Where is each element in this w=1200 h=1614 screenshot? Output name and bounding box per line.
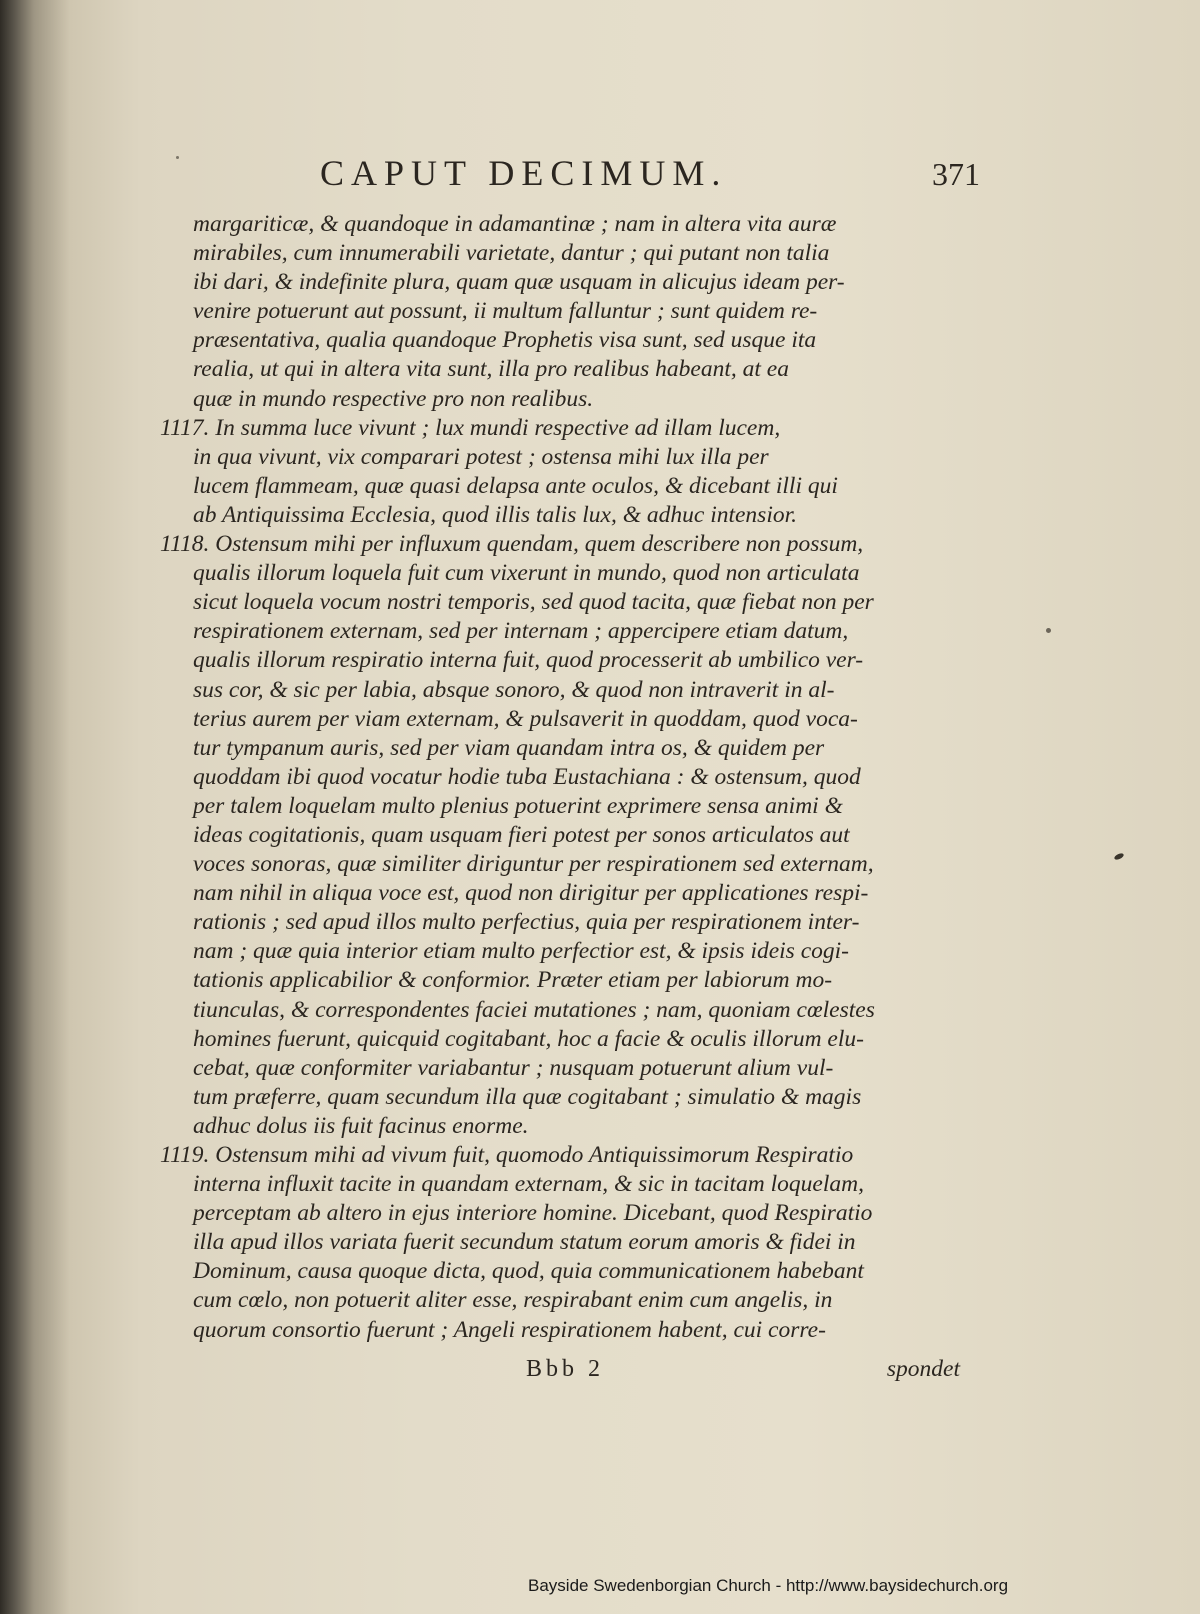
text-line: quoddam ibi quod vocatur hodie tuba Eustachiana : & ostensum, quod	[193, 763, 861, 790]
page-header	[320, 152, 980, 198]
text-line: ibi dari, & indefinite plura, quam quæ usquam in alicujus ideam per-	[193, 269, 845, 296]
text-line: respirationem externam, sed per internam ; appercipere etiam datum,	[193, 618, 849, 645]
text-line: nam ; quæ quia interior etiam multo perfectior est, & ipsis ideis cogi-	[193, 938, 849, 965]
text-line: tiunculas, & correspondentes faciei mutationes ; nam, quoniam cœlestes	[193, 996, 875, 1023]
text-line: perceptam ab altero in ejus interiore homine. Dicebant, quod Respiratio	[193, 1200, 873, 1227]
text-line: tationis applicabilior & conformior. Præter etiam per labiorum mo-	[193, 967, 833, 994]
text-line: qualis illorum respiratio interna fuit, quod processerit ab umbilico ver-	[193, 647, 864, 674]
running-title: CAPUT DECIMUM.	[320, 153, 728, 193]
text-line: Dominum, causa quoque dicta, quod, quia communicationem habebant	[193, 1258, 864, 1285]
text-line: per talem loquelam multo plenius potuerint exprimere sensa animi &	[193, 792, 843, 819]
text-line: margariticæ, & quandoque in adamantinæ ; nam in altera vita auræ	[193, 211, 837, 237]
text-line: cum cœlo, non potuerit aliter esse, respirabant enim cum angelis, in	[193, 1287, 833, 1314]
page-number: 371	[932, 156, 980, 192]
text-line: cebat, quæ conformiter variabantur ; nusquam potuerunt alium vul-	[193, 1054, 834, 1081]
text-line: terius aurem per viam externam, & pulsaverit in quoddam, quod voca-	[193, 705, 858, 732]
paragraph-1117-start: 1117. In summa luce vivunt ; lux mundi respective ad illam lucem,	[160, 414, 781, 441]
text-line: tur tympanum auris, sed per viam quandam intra os, & quidem per	[193, 734, 825, 761]
text-line: ab Antiquissima Ecclesia, quod illis talis lux, & adhuc intensior.	[193, 501, 798, 528]
text-line: interna influxit tacite in quandam externam, & sic in tacitam loquelam,	[193, 1171, 864, 1198]
text-line: homines fuerunt, quicquid cogitabant, hoc a facie & oculis illorum elu-	[193, 1025, 864, 1052]
text-line: qualis illorum loquela fuit cum vixerunt in mundo, quod non articulata	[193, 560, 860, 587]
text-line: præsentativa, qualia quandoque Prophetis visa sunt, sed usque ita	[193, 327, 817, 354]
catchword: spondet	[886, 1356, 960, 1382]
text-line: adhuc dolus iis fuit facinus enorme.	[193, 1112, 529, 1139]
text-line: venire potuerunt aut possunt, ii multum falluntur ; sunt quidem re-	[193, 298, 818, 325]
text-line: quæ in mundo respective pro non realibus.	[193, 385, 594, 412]
text-line: sus cor, & sic per labia, absque sonoro, & quod non intraverit in al-	[193, 676, 835, 703]
text-line: tum præferre, quam secundum illa quæ cogitabant ; simulatio & magis	[193, 1083, 862, 1110]
text-line: mirabiles, cum innumerabili varietate, dantur ; qui putant non talia	[193, 240, 830, 267]
website-watermark: Bayside Swedenborgian Church - http://www.baysidechurch.org	[528, 1576, 1009, 1595]
text-line: illa apud illos variata fuerit secundum statum eorum amoris & fidei in	[193, 1229, 856, 1256]
text-line: quorum consortio fuerunt ; Angeli respirationem habent, cui corre-	[193, 1316, 826, 1343]
text-line: realia, ut qui in altera vita sunt, illa pro realibus habeant, at ea	[193, 356, 789, 383]
body-text	[160, 210, 960, 1345]
ink-speck	[1113, 852, 1124, 861]
text-line: voces sonoras, quæ similiter diriguntur per respirationem sed externam,	[193, 851, 874, 878]
page-footer	[160, 1356, 960, 1386]
signature-mark: Bbb 2	[526, 1356, 605, 1382]
paragraph-1118-start: 1118. Ostensum mihi per influxum quendam, quem describere non possum,	[160, 531, 864, 558]
text-line: rationis ; sed apud illos multo perfectius, quia per respirationem inter-	[193, 909, 860, 936]
paragraph-1119-start: 1119. Ostensum mihi ad vivum fuit, quomodo Antiquissimorum Respiratio	[160, 1142, 854, 1168]
ink-speck	[176, 156, 179, 159]
text-line: ideas cogitationis, quam usquam fieri potest per sonos articulatos aut	[193, 821, 850, 848]
text-line: nam nihil in aliqua voce est, quod non dirigitur per applicationes respi-	[193, 880, 869, 907]
text-line: sicut loquela vocum nostri temporis, sed quod tacita, quæ fiebat non per	[193, 589, 874, 616]
text-line: in qua vivunt, vix comparari potest ; ostensa mihi lux illa per	[193, 443, 769, 470]
ink-speck	[1046, 628, 1051, 633]
text-line: lucem flammeam, quæ quasi delapsa ante oculos, & dicebant illi qui	[193, 472, 838, 499]
